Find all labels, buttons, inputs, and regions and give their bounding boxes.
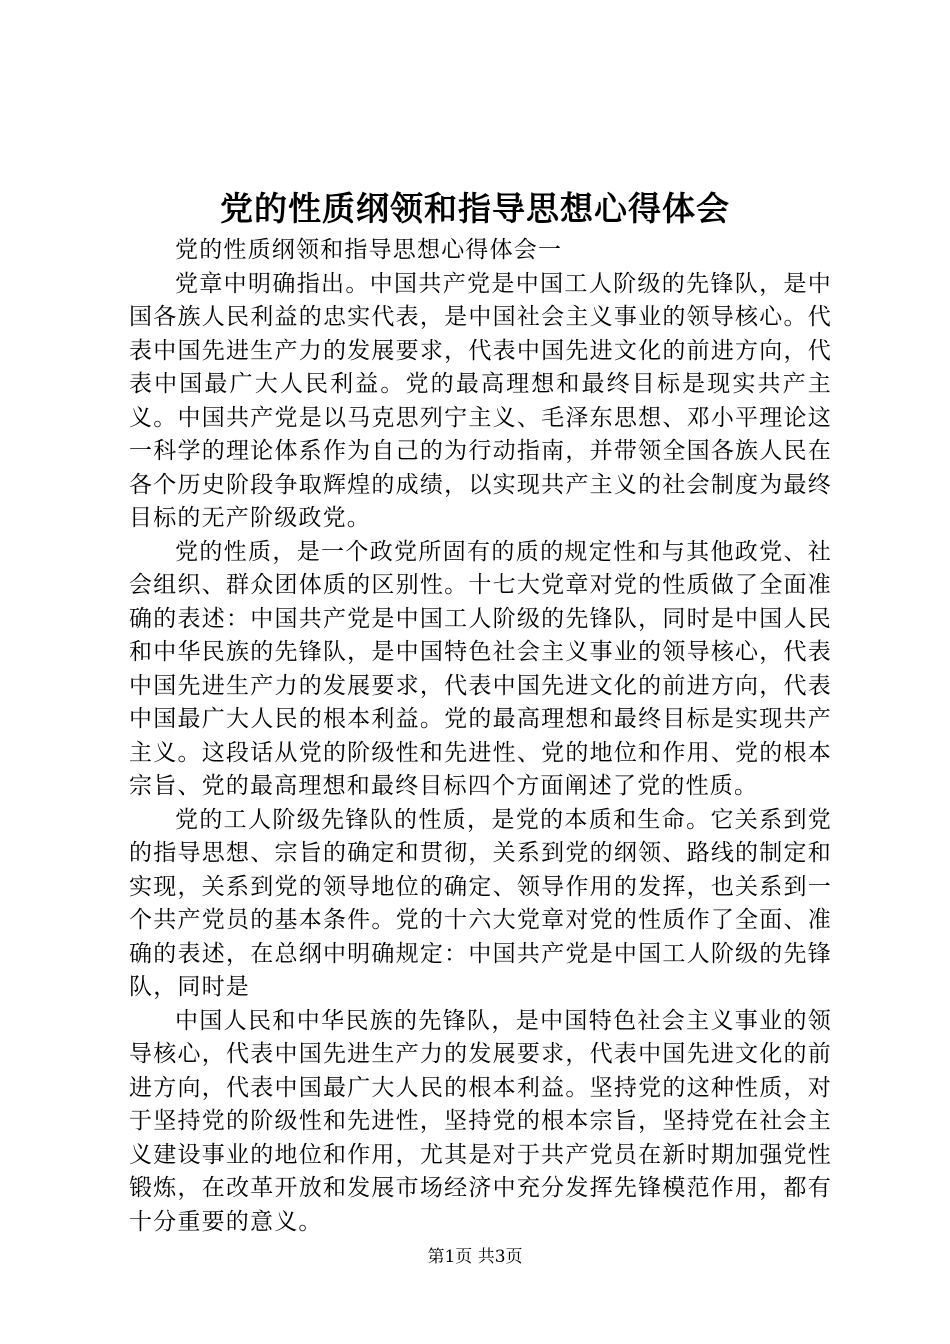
paragraph: 中国人民和中华民族的先锋队，是中国特色社会主义事业的领导核心，代表中国先进生产力的发展要求，代表中国先进文化的前进方向，代表中国最广大人民的根本利益。坚持党的这种性质，对于坚持党的阶级性和先进性，坚持党的根本宗旨，坚持党在社会主义建设事业的地位和作用，尤其是对于共产党员在新时期加强党性锻炼，在改革开放和发展市场经济中充分发挥先锋模范作用，都有十分重要的意义。 — [129, 1007, 832, 1235]
document-subtitle: 党的性质纲领和指导思想心得体会一 — [175, 237, 563, 263]
paragraph: 党的性质，是一个政党所固有的质的规定性和与其他政党、社会组织、群众团体质的区别性。十七大党章对党的性质做了全面准确的表述：中国共产党是中国工人阶级的先锋队，同时是中国人民和中华民族的先锋队，是中国特色社会主义事业的领导核心，代表中国先进生产力的发展要求，代表中国先进文化的前进方向，代表中国最广大人民的根本利益。党的最高理想和最终目标是实现共产主义。这段话从党的阶级性和先进性、党的地位和作用、党的根本宗旨、党的最高理想和最终目标四个方面阐述了党的性质。 — [129, 538, 832, 799]
paragraph: 党的工人阶级先锋队的性质，是党的本质和生命。它关系到党的指导思想、宗旨的确定和贯彻，关系到党的纲领、路线的制定和实现，关系到党的领导地位的确定、领导作用的发挥，也关系到一个共产党员的基本条件。党的十六大党章对党的性质作了全面、准确的表述，在总纲中明确规定：中国共产党是中国工人阶级的先锋队，同时是 — [129, 806, 832, 1000]
document-body — [129, 234, 832, 1239]
page-number: 第1页 共3页 — [427, 1247, 523, 1267]
paragraph: 党章中明确指出。中国共产党是中国工人阶级的先锋队，是中国各族人民利益的忠实代表，是中国社会主义事业的领导核心。代表中国先进生产力的发展要求，代表中国先进文化的前进方向，代表中国最广大人民利益。党的最高理想和最终目标是现实共产主义。中国共产党是以马克思列宁主义、毛泽东思想、邓小平理论这一科学的理论体系作为自己的为行动指南，并带领全国各族人民在各个历史阶段争取辉煌的成绩，以实现共产主义的社会制度为最终目标的无产阶级政党。 — [129, 270, 832, 531]
document-title: 党的性质纲领和指导思想心得体会 — [220, 189, 730, 228]
